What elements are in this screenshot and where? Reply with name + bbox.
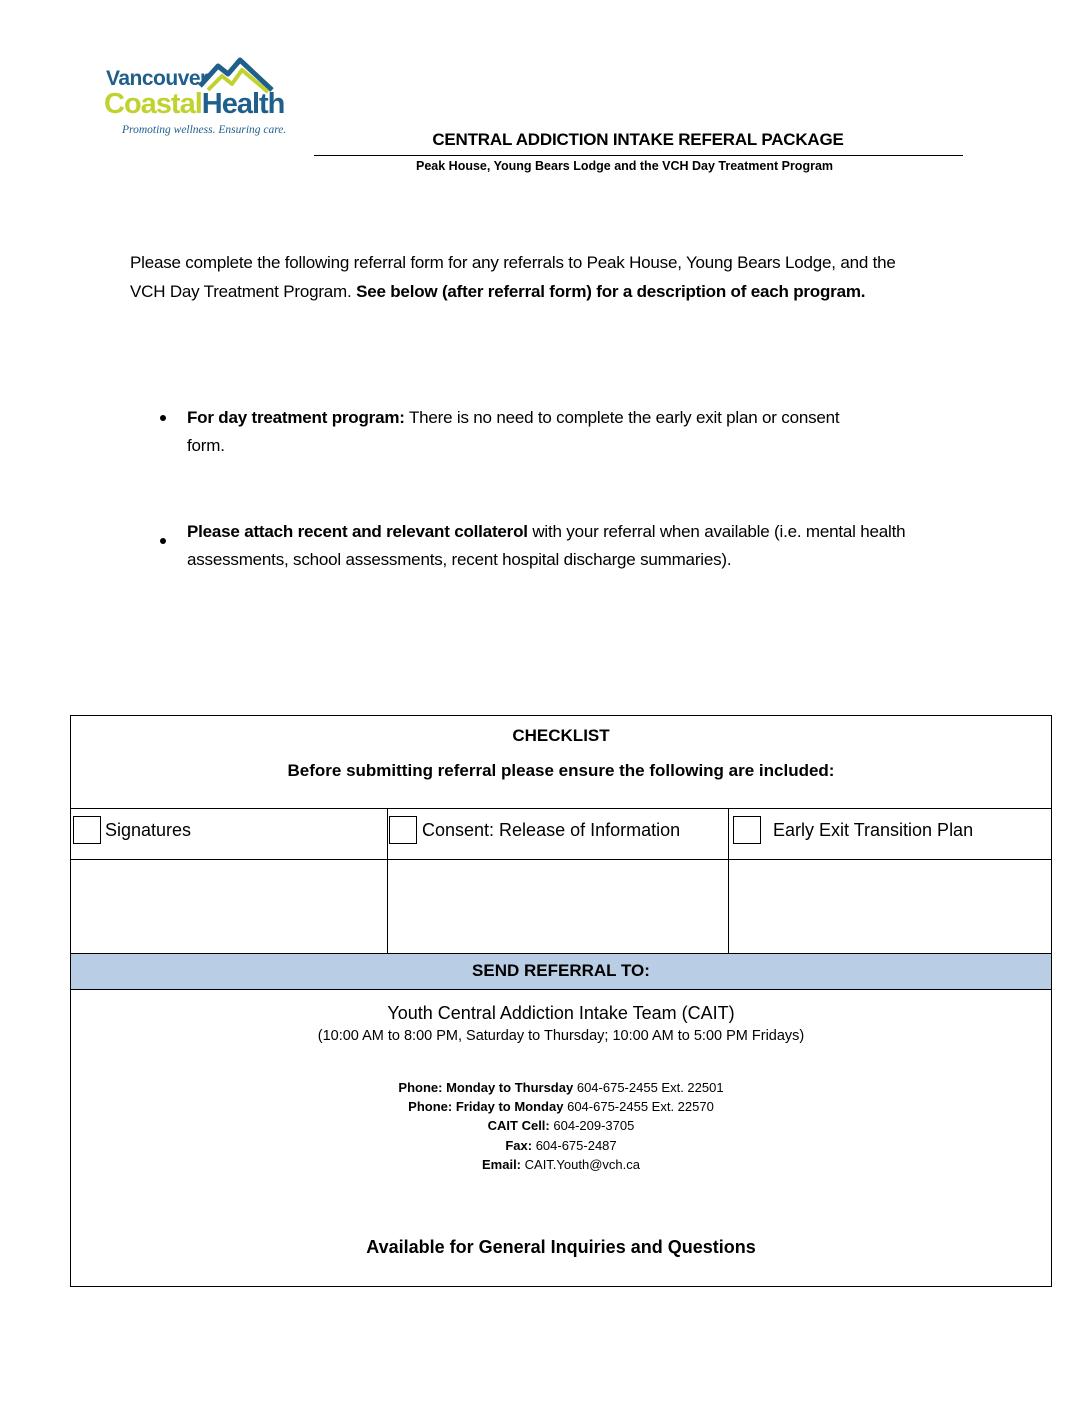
table-column-divider xyxy=(387,808,388,953)
contact-label: Phone: Monday to Thursday xyxy=(398,1080,574,1095)
contact-label: CAIT Cell: xyxy=(487,1118,550,1133)
contact-value: 604-209-3705 xyxy=(553,1118,635,1133)
consent-checkbox[interactable] xyxy=(389,816,417,844)
title-divider xyxy=(314,155,963,156)
intro-text: Please complete the following referral form for any referrals to Peak House, Young Bears Lodge, and the VCH Day Treatment Program. xyxy=(130,253,896,301)
intro-paragraph xyxy=(130,249,900,306)
table-column-divider xyxy=(728,808,729,953)
team-name: Youth Central Addiction Intake Team (CAIT) xyxy=(387,1003,735,1023)
bullet-bold: Please attach recent and relevant collaterol xyxy=(187,522,528,541)
document-subtitle: Peak House, Young Bears Lodge and the VCH Day Treatment Program xyxy=(416,159,834,173)
signatures-label: Signatures xyxy=(105,820,192,840)
logo-vancouver: Vancouver xyxy=(106,67,208,90)
email-link[interactable]: CAIT.Youth@vch.ca xyxy=(524,1157,640,1172)
contact-label: Email: xyxy=(482,1157,522,1172)
early-exit-checkbox[interactable] xyxy=(733,816,761,844)
intro-bold-text: See below (after referral form) for a description of each program. xyxy=(356,281,866,301)
contact-value: 604-675-2487 xyxy=(535,1138,617,1153)
logo-tagline: Promoting wellness. Ensuring care. xyxy=(122,124,287,136)
logo-coastal: Coastal xyxy=(104,88,202,120)
contact-value: 604-675-2455 Ext. 22570 xyxy=(567,1099,714,1114)
consent-label: Consent: Release of Information xyxy=(422,820,681,840)
bullet-day-treatment xyxy=(187,404,847,460)
checklist-title: CHECKLIST xyxy=(512,726,610,745)
document-title: CENTRAL ADDICTION INTAKE REFERAL PACKAGE xyxy=(432,130,844,149)
early-exit-label: Early Exit Transition Plan xyxy=(773,820,974,840)
table-divider xyxy=(71,859,1051,860)
contact-line xyxy=(71,1155,1051,1175)
bullet-text: with your referral when available (i.e. mental health assessments, school assessments, recent hospital discharge summaries). xyxy=(187,522,906,569)
checklist-subtitle: Before submitting referral please ensure the following are included: xyxy=(287,761,835,780)
bullet-dot-icon xyxy=(160,538,166,544)
contact-line xyxy=(71,1078,1051,1098)
contact-value: 604-675-2455 Ext. 22501 xyxy=(576,1080,724,1095)
checklist-table xyxy=(70,715,1052,1287)
contact-line xyxy=(71,1097,1051,1117)
bullet-bold: For day treatment program: xyxy=(187,408,405,427)
contact-label: Fax: xyxy=(505,1138,533,1153)
contact-line xyxy=(71,1116,1051,1136)
logo-coastal-health xyxy=(104,88,284,120)
send-referral-heading: SEND REFERRAL TO: xyxy=(472,961,650,980)
availability-note: Available for General Inquiries and Questions xyxy=(366,1237,756,1257)
contact-label: Phone: Friday to Monday xyxy=(408,1099,564,1114)
send-referral-band xyxy=(71,953,1051,990)
team-hours: (10:00 AM to 8:00 PM, Saturday to Thursday; 10:00 AM to 5:00 PM Fridays) xyxy=(317,1028,805,1044)
signatures-checkbox[interactable] xyxy=(73,816,101,844)
logo-health: Health xyxy=(201,88,285,120)
bullet-dot-icon xyxy=(160,415,166,421)
table-divider xyxy=(71,808,1051,809)
contact-line xyxy=(71,1136,1051,1156)
bullet-text: There is no need to complete the early exit plan or consent form. xyxy=(187,408,840,455)
vch-logo xyxy=(100,56,287,148)
bullet-collateral xyxy=(187,518,987,574)
